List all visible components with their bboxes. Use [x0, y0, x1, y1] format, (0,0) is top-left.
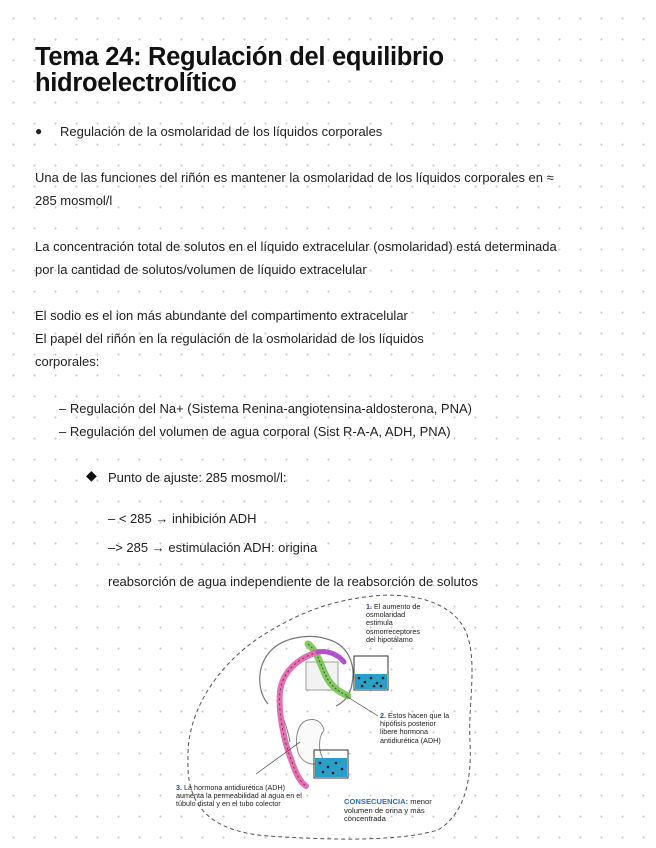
para3-line3: corporales: — [35, 354, 100, 369]
para3-line2: El papel del riñón en la regulación de la osmolaridad de los líquidos — [35, 331, 424, 346]
sub-item-reabsorption: reabsorción de agua independiente de la reabsorción de solutos — [108, 574, 479, 589]
sub-item-below: – < 285 → inhibición ADH — [108, 511, 257, 526]
consequence-label: CONSECUENCIA: — [344, 797, 409, 806]
note3-text: La hormona antidiurética (ADH) aumenta la permeabilidad al agua en el túbulo distal y en el tubo colector — [176, 783, 302, 809]
note1-text: El aumento de osmolaridad estimula osmorreceptores del hipotálamo — [366, 602, 421, 644]
bullet-text: Regulación de la osmolaridad de los líquidos corporales — [60, 124, 383, 139]
figure-consequence — [344, 798, 454, 824]
figure-note-2 — [380, 712, 454, 745]
para1-line1: Una de las funciones del riñón es mantener la osmolaridad de los líquidos corporales en ≈ — [35, 170, 554, 185]
title-line-1: Tema 24: Regulación del equilibrio — [35, 43, 444, 71]
page-title — [35, 44, 444, 96]
sub-item-above: –> 285 → estimulación ADH: origina — [108, 540, 318, 555]
figure-note-3 — [176, 784, 314, 809]
bullet-dot-icon: ● — [35, 124, 43, 138]
para3-line1: El sodio es el ion más abundante del compartimento extracelular — [35, 308, 408, 323]
note3-number: 3. — [176, 783, 182, 792]
title-line-2: hidroelectrolítico — [35, 69, 237, 97]
para2-line2: por la cantidad de solutos/volumen de líquido extracelular — [35, 262, 367, 277]
note2-leader-line — [346, 696, 378, 716]
para2-line1: La concentración total de solutos en el líquido extracelular (osmolaridad) está determinada — [35, 239, 557, 254]
diamond-bullet-icon: ◆ — [86, 467, 97, 483]
consequence-text: menor volumen de orina y más concentrada — [344, 797, 432, 824]
dash-item-sodium: – Regulación del Na+ (Sistema Renina-angiotensina-aldosterona, PNA) — [59, 401, 472, 416]
dash-item-water: – Regulación del volumen de agua corporal (Sist R-A-A, ADH, PNA) — [59, 424, 451, 439]
figure-note-1 — [366, 603, 428, 644]
kidney-shape — [296, 719, 324, 764]
note2-number: 2. — [380, 711, 386, 720]
note2-text: Estos hacen que la hipófisis posterior libere hormona antidiurética (ADH) — [380, 711, 450, 745]
note1-number: 1. — [366, 602, 372, 611]
para1-line2: 285 mosmol/l — [35, 193, 113, 208]
set-point-text: Punto de ajuste: 285 mosmol/l: — [108, 470, 287, 485]
adh-diagram-figure — [168, 592, 478, 840]
